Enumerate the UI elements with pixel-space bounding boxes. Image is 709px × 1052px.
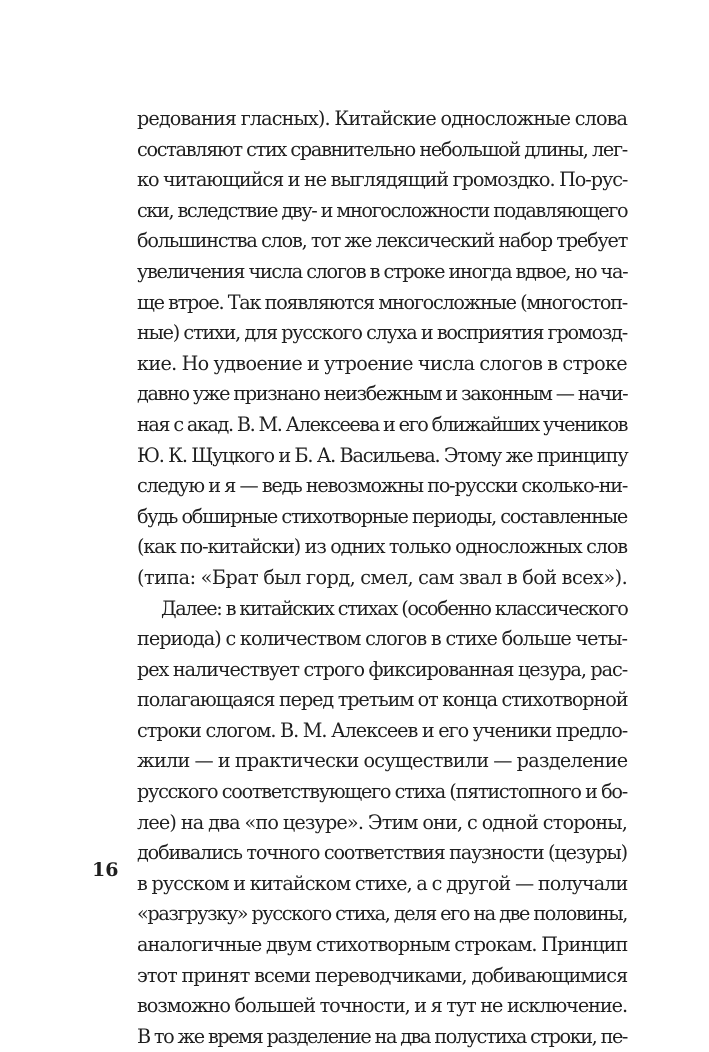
text-line: большинства слов, тот же лексический набор требует — [137, 226, 627, 257]
text-line: ще втрое. Так появляются многосложные (многостоп- — [137, 288, 627, 319]
text-line: ко читающийся и не выглядящий громоздко. По-рус- — [137, 165, 627, 196]
text-line: следую и я — ведь невозможны по-русски сколько-ни- — [137, 471, 627, 502]
text-line: добивались точного соответствия паузности (цезуры) — [137, 838, 627, 869]
text-line: аналогичные двум стихотворным строкам. Принцип — [137, 930, 627, 961]
text-line: русского соответствующего стиха (пятистопного и бо- — [137, 777, 627, 808]
text-line: (типа: «Брат был горд, смел, сам звал в бой всех»). — [137, 563, 627, 594]
paragraph-2 — [137, 594, 627, 1052]
text-line: строки слогом. В. М. Алексеев и его ученики предло- — [137, 716, 627, 747]
text-line: составляют стих сравнительно небольшой длины, лег- — [137, 135, 627, 166]
paragraph-1 — [137, 104, 627, 594]
text-line: лее) на два «по цезуре». Этим они, с одной стороны, — [137, 808, 627, 839]
text-line: в русском и китайском стихе, а с другой — получали — [137, 869, 627, 900]
text-line: «разгрузку» русского стиха, деля его на две половины, — [137, 899, 627, 930]
text-line: рех наличествует строго фиксированная цезура, рас- — [137, 655, 627, 686]
text-line: редования гласных). Китайские односложные слова — [137, 104, 627, 135]
text-line: давно уже признано неизбежным и законным — начи- — [137, 379, 627, 410]
text-line: Ю. К. Щуцкого и Б. А. Васильева. Этому же принципу — [137, 441, 627, 472]
text-line: увеличения числа слогов в строке иногда вдвое, но ча- — [137, 257, 627, 288]
text-line: В то же время разделение на два полустиха строки, пе- — [137, 1022, 627, 1052]
text-line: полагающаяся перед третьим от конца стихотворной — [137, 685, 627, 716]
text-line: этот принят всеми переводчиками, добивающимися — [137, 961, 627, 992]
body-text — [137, 104, 627, 1052]
text-line: (как по-китайски) из одних только односложных слов — [137, 532, 627, 563]
text-line: кие. Но удвоение и утроение числа слогов в строке — [137, 349, 627, 380]
text-line: жили — и практически осуществили — разделение — [137, 746, 627, 777]
page-number: 16 — [92, 855, 118, 885]
text-line: ные) стихи, для русского слуха и восприятия громозд- — [137, 318, 627, 349]
text-line: возможно большей точности, и я тут не исключение. — [137, 991, 627, 1022]
text-line: ная с акад. В. М. Алексеева и его ближайших учеников — [137, 410, 627, 441]
text-line: будь обширные стихотворные периоды, составленные — [137, 502, 627, 533]
text-line: Далее: в китайских стихах (особенно классического — [137, 594, 627, 625]
text-line: периода) с количеством слогов в стихе больше четы- — [137, 624, 627, 655]
text-line: ски, вследствие дву- и многосложности подавляющего — [137, 196, 627, 227]
